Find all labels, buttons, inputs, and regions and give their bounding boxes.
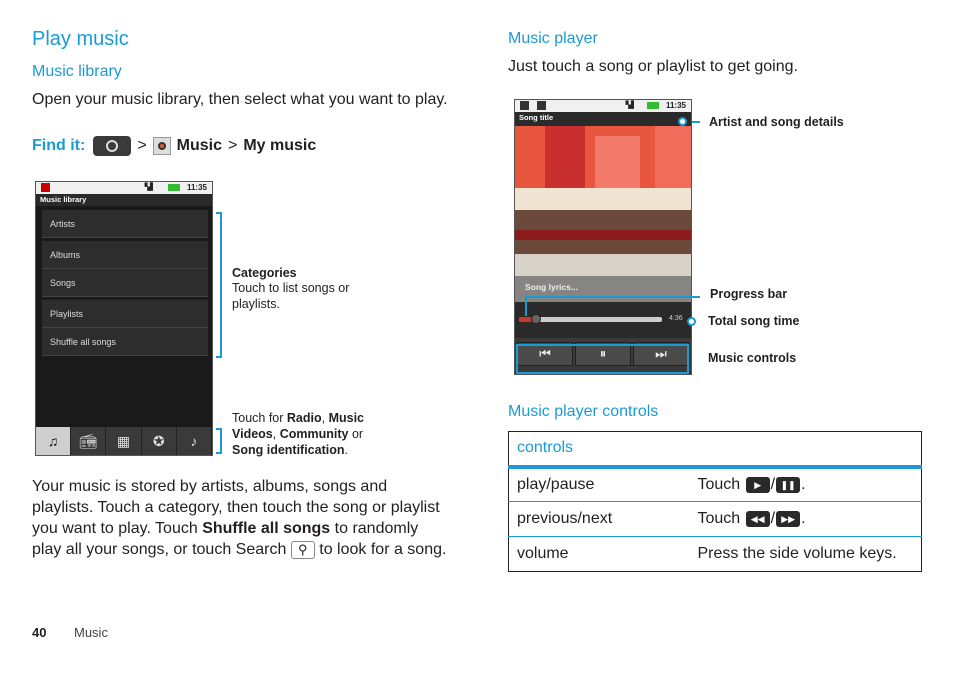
song-id-icon[interactable]: ♪ [177, 427, 212, 455]
play-notification-icon [537, 101, 546, 110]
tabs-song-id: Song identification [232, 443, 345, 457]
page-title: Play music [32, 28, 129, 50]
categories-title: Categories [232, 266, 297, 280]
notification-icon [41, 183, 50, 192]
community-icon[interactable]: ✪ [142, 427, 177, 455]
song-lyrics: Song lyrics... [515, 276, 691, 302]
control-tail: . [801, 510, 806, 527]
categories-text: Touch to list songs or playlists. [232, 281, 350, 311]
tabs-bracket [216, 428, 222, 454]
categories-callout [232, 266, 392, 312]
total-time-callout: Total song time [708, 314, 800, 328]
body-text-2: to randomly play all your songs, or touch Search [32, 520, 419, 558]
library-tab-bar [36, 427, 212, 455]
body-text-1: Your music is stored by artists, albums, songs and playlists. Touch a category, then touch the song or playlist you want to play. Touch [32, 478, 440, 537]
tabs-or: or [348, 427, 364, 441]
progress-bar[interactable] [519, 317, 662, 322]
status-bar [36, 182, 212, 194]
find-it-label: Find it: [32, 137, 86, 154]
search-icon: ⚲ [291, 541, 315, 559]
clock: 11:35 [186, 183, 207, 192]
table-header: controls [509, 432, 922, 467]
tabs-comma: , [272, 427, 280, 441]
category-artists[interactable]: Artists [42, 210, 208, 238]
categories-bracket [216, 212, 222, 358]
battery-icon [647, 102, 659, 109]
find-it-line [32, 136, 316, 156]
controls-table-heading: Music player controls [508, 403, 659, 420]
clock: 11:35 [665, 101, 686, 110]
table-row [509, 467, 922, 502]
find-sep-2: > [228, 137, 238, 154]
control-action: Touch ◀◀ / ▶▶ . [690, 502, 922, 537]
category-shuffle-all[interactable]: Shuffle all songs [42, 328, 208, 356]
find-music: Music [176, 137, 222, 154]
control-touch: Touch [697, 510, 741, 527]
status-bar [515, 100, 691, 112]
player-intro: Just touch a song or playlist to get going. [508, 58, 798, 75]
controls-highlight [516, 344, 689, 374]
control-action: Touch ▶ / ❚❚ . [690, 467, 922, 502]
find-my-music: My music [243, 137, 317, 154]
song-title-bar: Song title [515, 112, 691, 126]
callout-dot [687, 317, 696, 326]
progress-bar-callout: Progress bar [710, 287, 788, 301]
category-albums[interactable]: Albums [42, 241, 208, 269]
launcher-icon [93, 136, 131, 156]
pause-icon: ❚❚ [776, 477, 800, 493]
body-text-3: to look for a song. [314, 541, 447, 558]
controls-table [508, 431, 922, 572]
tabs-community: Community [279, 427, 349, 441]
tabs-text: Touch for [232, 411, 287, 425]
video-icon[interactable]: ▦ [106, 427, 141, 455]
tabs-radio: Radio [286, 411, 322, 425]
control-action: Press the side volume keys. [697, 545, 897, 562]
next-icon: ▶▶ [776, 511, 800, 527]
music-player-screen [514, 99, 692, 375]
notification-icon [520, 101, 529, 110]
radio-icon[interactable]: 📻︎ [71, 427, 106, 455]
previous-icon: ◀◀ [746, 511, 770, 527]
music-note-icon[interactable]: ♫ [36, 427, 71, 455]
callout-dot [678, 117, 687, 126]
body-shuffle: Shuffle all songs [202, 520, 331, 537]
tabs-callout [232, 410, 397, 458]
library-intro: Open your music library, then select what you want to play. [32, 91, 448, 108]
progress-callout-line [525, 296, 700, 316]
previous-icon[interactable]: ⏮ [517, 342, 573, 366]
total-time: 4:36 [669, 315, 683, 322]
tabs-music-videos: Music Videos [232, 411, 365, 441]
pause-icon[interactable]: ⏸ [575, 342, 631, 366]
album-art [515, 126, 691, 302]
tabs-comma: , [321, 411, 329, 425]
battery-icon [168, 184, 180, 191]
control-touch: Touch [697, 475, 741, 493]
control-name: previous/next [509, 502, 690, 537]
music-library-heading: Music library [32, 63, 122, 80]
signal-icon: ▝▟ [623, 102, 634, 109]
footer-section: Music [74, 625, 108, 640]
category-playlists[interactable]: Playlists [42, 300, 208, 328]
find-sep-1: > [137, 137, 147, 154]
table-header-row [509, 432, 922, 467]
play-icon: ▶ [746, 477, 770, 493]
music-app-icon [153, 137, 171, 155]
music-player-heading: Music player [508, 30, 598, 47]
music-library-screen [35, 181, 213, 456]
page-number: 40 [32, 625, 47, 640]
library-title-bar: Music library [36, 194, 212, 206]
next-icon[interactable]: ⏭ [633, 342, 689, 366]
control-tail: . [801, 475, 806, 493]
callout-line [692, 121, 700, 123]
category-songs[interactable]: Songs [42, 269, 208, 297]
tabs-period: . [344, 443, 348, 457]
artist-details-callout: Artist and song details [709, 115, 844, 129]
table-row [509, 502, 922, 537]
music-controls-callout: Music controls [708, 351, 797, 365]
table-row [509, 537, 922, 572]
control-name: play/pause [509, 467, 690, 502]
signal-icon: ▝▟ [142, 184, 153, 191]
library-body-text [32, 476, 447, 560]
control-name: volume [517, 545, 569, 562]
